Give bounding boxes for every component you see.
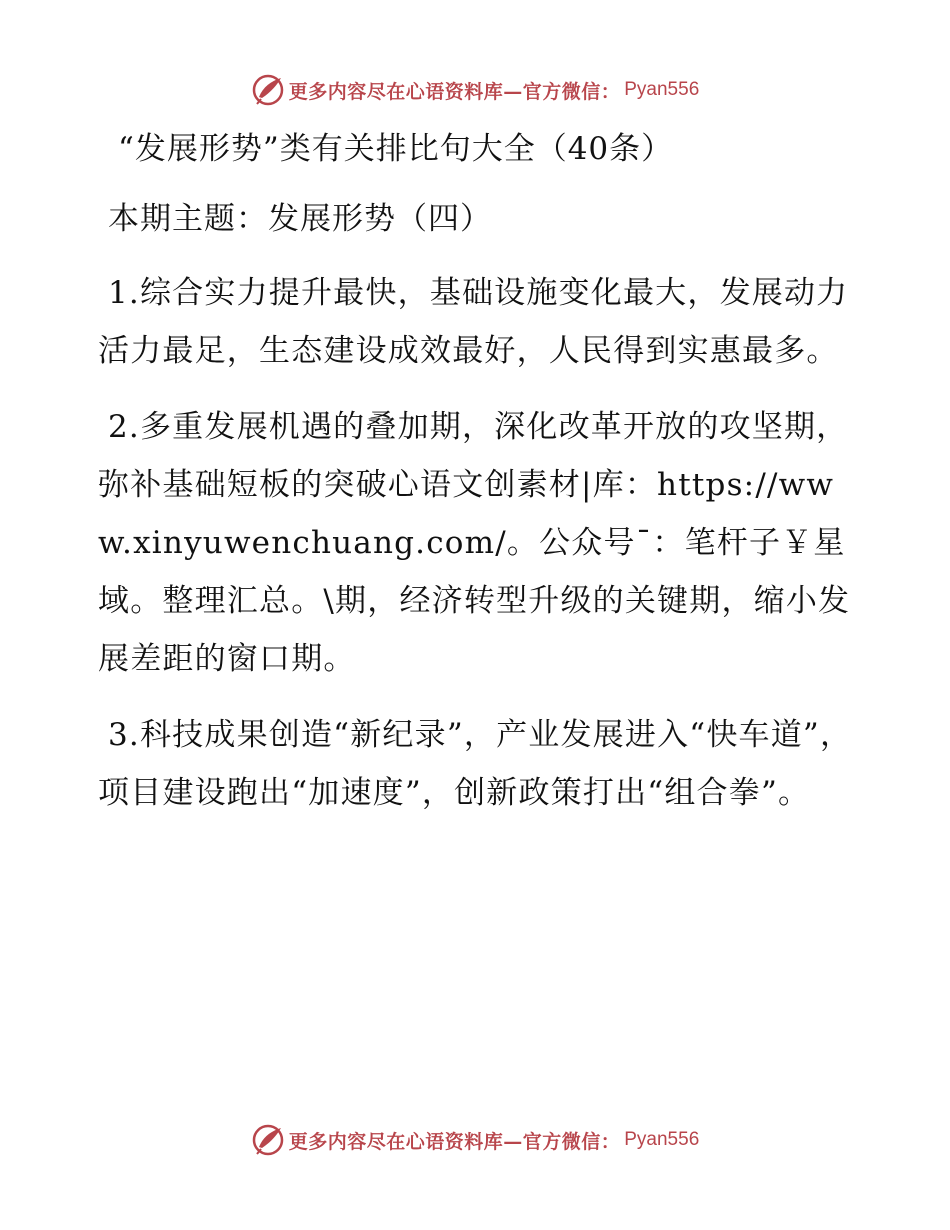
document-body (98, 120, 858, 840)
quill-logo-icon (251, 73, 285, 107)
footer-brand-wechat-id: Pyan556 (624, 1129, 700, 1150)
header-brand-wechat-id: Pyan556 (624, 79, 700, 100)
paragraph-3: 3.科技成果创造“新纪录”，产业发展进入“快车道”，项目建设跑出“加速度”，创新政策打出“组合拳”。 (98, 717, 853, 811)
footer-brand-text: 更多内容尽在心语资料库—官方微信： (288, 1130, 621, 1153)
footer-brand-inner (251, 1123, 700, 1157)
quill-logo-icon (251, 1123, 285, 1157)
paragraph-2: 2.多重发展机遇的叠加期，深化改革开放的攻坚期，弥补基础短板的突破心语文创素材|库：https://www.xinyuwenchuang.com/。公众号¯：笔杆子￥星域。整理汇总。\期，经济转型升级的关键期，缩小发展差距的窗口期。 (98, 409, 851, 677)
header-brand-inner (251, 73, 700, 107)
footer-brand (0, 1120, 950, 1160)
header-brand (0, 70, 950, 110)
paragraph-1: 1.综合实力提升最快，基础设施变化最大，发展动力活力最足，生态建设成效最好，人民得到实惠最多。 (98, 275, 849, 369)
document-title: “发展形势”类有关排比句大全（40条） (118, 131, 674, 167)
header-brand-text: 更多内容尽在心语资料库—官方微信： (288, 80, 621, 103)
issue-topic: 本期主题：发展形势（四） (108, 201, 492, 237)
